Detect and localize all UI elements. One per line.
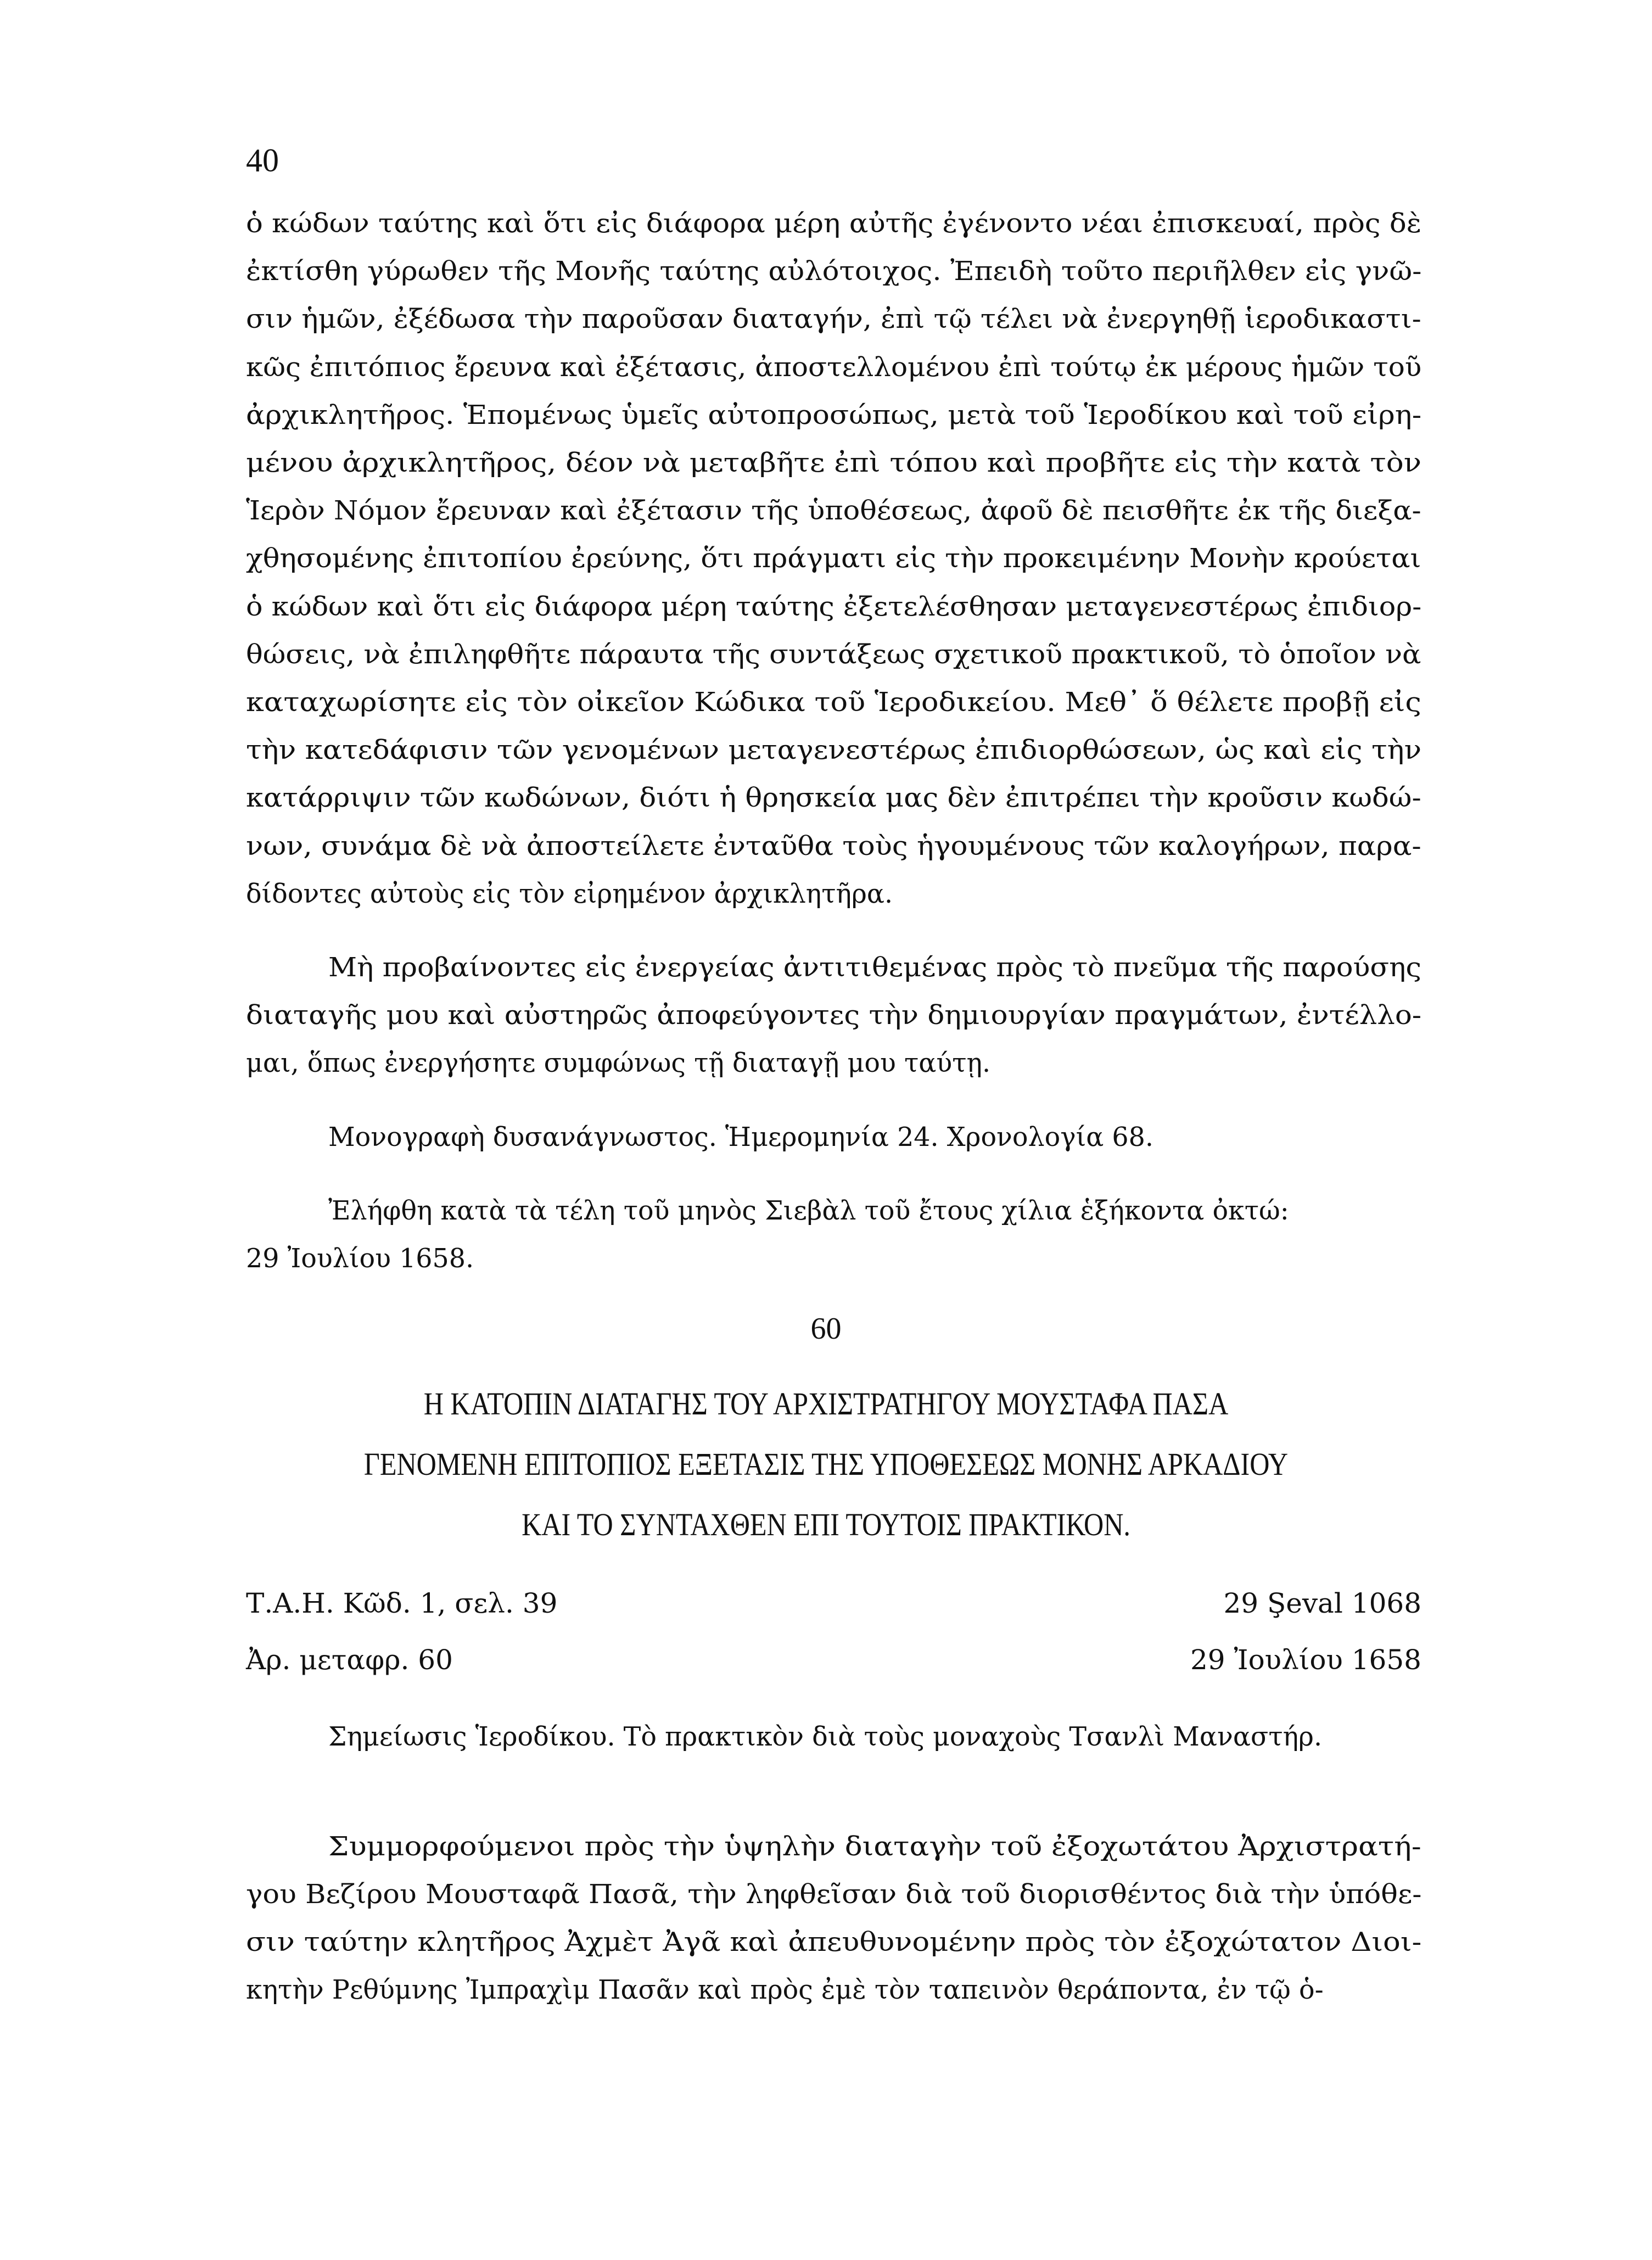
text-line: μαι, ὅπως ἐνεργήσητε συμφώνως τῇ διαταγῇ μου ταύτῃ. (246, 1048, 991, 1078)
text-line: κητὴν Ρεθύμνης Ἰμπραχὶμ Πασᾶν καὶ πρὸς ἐμὲ τὸν ταπεινὸν θεράποντα, ἐν τῷ ὁ- (246, 1975, 1324, 2005)
text-line: κῶς ἐπιτόπιος ἔρευνα καὶ ἐξέτασις, ἀποστελλομένου ἐπὶ τούτῳ ἐκ μέρους ἡμῶν τοῦ (246, 353, 1422, 383)
text-line: τὴν κατεδάφισιν τῶν γενομένων μεταγενεστέρως ἐπιδιορθώσεων, ὡς καὶ εἰς τὴν (246, 735, 1422, 765)
text-line: θώσεις, νὰ ἐπιληφθῆτε πάραυτα τῆς συντάξεως σχετικοῦ πρακτικοῦ, τὸ ὁποῖον νὰ (246, 640, 1421, 670)
text-line: διαταγῆς μου καὶ αὐστηρῶς ἀποφεύγοντες τὴν δημιουργίαν πραγμάτων, ἐντέλλο- (246, 1000, 1422, 1031)
text-line: σιν ἡμῶν, ἐξέδωσα τὴν παροῦσαν διαταγήν, ἐπὶ τῷ τέλει νὰ ἐνεργηθῇ ἱεροδικαστι- (246, 304, 1421, 334)
document-heading-line: ΓΕΝΟΜΕΝΗ ΕΠΙΤΟΠΙΟΣ ΕΞΕΤΑΣΙΣ ΤΗΣ ΥΠΟΘΕΣΕΩΣ ΜΟΝΗΣ ΑΡΚΑΔΙΟΥ (363, 1446, 1289, 1482)
text-line: Ἱερὸν Νόμον ἔρευναν καὶ ἐξέτασιν τῆς ὑποθέσεως, ἀφοῦ δὲ πεισθῆτε ἐκ τῆς διεξα- (246, 496, 1421, 526)
document-heading-line: Η ΚΑΤΟΠΙΝ ΔΙΑΤΑΓΗΣ ΤΟΥ ΑΡΧΙΣΤΡΑΤΗΓΟΥ ΜΟΥΣΤΑΦΑ ΠΑΣΑ (423, 1386, 1229, 1422)
text-line: Μὴ προβαίνοντες εἰς ἐνεργείας ἀντιτιθεμένας πρὸς τὸ πνεῦμα τῆς παρούσης (328, 953, 1422, 983)
date-julian: 29 Ἰουλίου 1658 (1190, 1644, 1421, 1676)
text-line: ὁ κώδων ταύτης καὶ ὅτι εἰς διάφορα μέρη αὐτῆς ἐγένοντο νέαι ἐπισκευαί, πρὸς δὲ (246, 209, 1422, 239)
monogram-line: Μονογραφὴ δυσανάγνωστος. Ἡμερομηνία 24. Χρονολογία 68. (328, 1122, 1153, 1153)
received-line: Ἐλήφθη κατὰ τὰ τέλη τοῦ μηνὸς Σιεβὰλ τοῦ ἔτους χίλια ἑξήκοντα ὀκτώ: (328, 1196, 1289, 1226)
text-line: γου Βεζίρου Μουσταφᾶ Πασᾶ, τὴν ληφθεῖσαν διὰ τοῦ διορισθέντος διὰ τὴν ὑπόθε- (246, 1879, 1422, 1910)
text-line: κατάρριψιν τῶν κωδώνων, διότι ἡ θρησκεία μας δὲν ἐπιτρέπει τὴν κροῦσιν κωδώ- (246, 783, 1421, 813)
note-line: Σημείωσις Ἱεροδίκου. Τὸ πρακτικὸν διὰ τοὺς μοναχοὺς Τσανλὶ Μαναστήρ. (328, 1722, 1323, 1752)
text-line: Συμμορφούμενοι πρὸς τὴν ὑψηλὴν διαταγὴν τοῦ ἐξοχωτάτου Ἀρχιστρατή- (328, 1832, 1421, 1862)
text-line: καταχωρίσητε εἰς τὸν οἰκεῖον Κώδικα τοῦ Ἱεροδικείου. Μεθ᾽ ὅ θέλετε προβῇ εἰς (246, 687, 1421, 718)
document-number: 60 (810, 1312, 842, 1346)
document-heading-line: ΚΑΙ ΤΟ ΣΥΝΤΑΧΘΕΝ ΕΠΙ ΤΟΥΤΟΙΣ ΠΡΑΚΤΙΚΟΝ. (522, 1507, 1130, 1542)
date-hijri: 29 Şeval 1068 (1223, 1587, 1421, 1619)
source-reference: Τ.Α.Η. Κῶδ. 1, σελ. 39 (246, 1587, 558, 1619)
translation-number: Ἀρ. μεταφρ. 60 (246, 1644, 453, 1676)
received-date-line: 29 Ἰουλίου 1658. (246, 1244, 474, 1274)
text-line: μένου ἀρχικλητῆρος, δέον νὰ μεταβῆτε ἐπὶ τόπου καὶ προβῆτε εἰς τὴν κατὰ τὸν (246, 448, 1422, 478)
text-line: χθησομένης ἐπιτοπίου ἐρεύνης, ὅτι πράγματι εἰς τὴν προκειμένην Μονὴν κρούεται (246, 544, 1421, 574)
text-line: ἀρχικλητῆρος. Ἑπομένως ὑμεῖς αὐτοπροσώπως, μετὰ τοῦ Ἱεροδίκου καὶ τοῦ εἰρη- (246, 400, 1422, 430)
text-line: νων, συνάμα δὲ νὰ ἀποστείλετε ἐνταῦθα τοὺς ἡγουμένους τῶν καλογήρων, παρα- (246, 831, 1421, 862)
page-number: 40 (246, 142, 279, 178)
text-line: ὁ κώδων καὶ ὅτι εἰς διάφορα μέρη ταύτης ἐξετελέσθησαν μεταγενεστέρως ἐπιδιορ- (246, 592, 1422, 622)
text-line: ἐκτίσθη γύρωθεν τῆς Μονῆς ταύτης αὐλότοιχος. Ἐπειδὴ τοῦτο περιῆλθεν εἰς γνῶ- (246, 256, 1422, 287)
text-line: σιν ταύτην κλητῆρος Ἀχμὲτ Ἀγᾶ καὶ ἀπευθυνομένην πρὸς τὸν ἐξοχώτατον Διοι- (246, 1927, 1422, 1957)
text-line: δίδοντες αὐτοὺς εἰς τὸν εἰρημένον ἀρχικλητῆρα. (246, 879, 893, 909)
